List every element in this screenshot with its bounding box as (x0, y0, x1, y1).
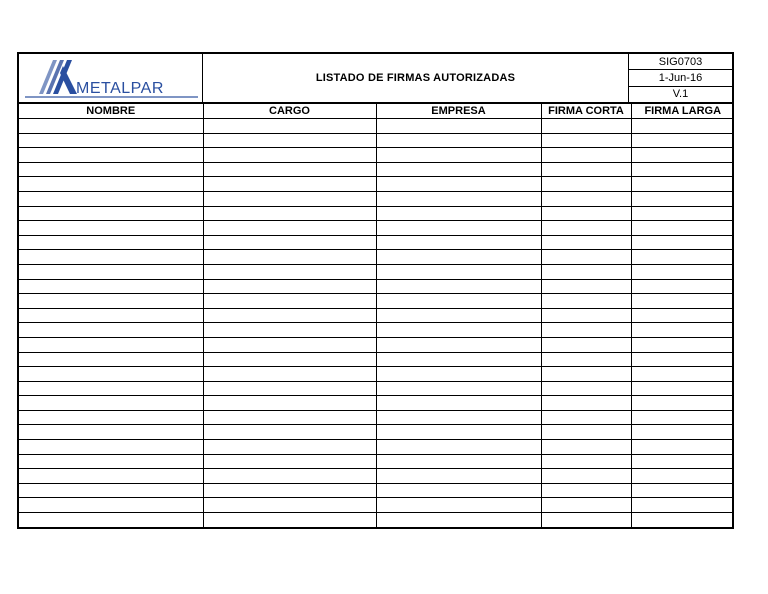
table-row (19, 148, 734, 163)
table-row (19, 235, 734, 250)
cell-firma-larga[interactable] (631, 250, 734, 265)
cell-nombre[interactable] (19, 221, 203, 236)
cell-firma-corta[interactable] (541, 483, 631, 498)
cell-cargo[interactable] (203, 498, 376, 513)
column-header-empresa: EMPRESA (376, 104, 541, 119)
cell-empresa[interactable] (376, 425, 541, 440)
cell-nombre[interactable] (19, 381, 203, 396)
cell-nombre[interactable] (19, 264, 203, 279)
cell-firma-larga[interactable] (631, 454, 734, 469)
cell-firma-corta[interactable] (541, 513, 631, 527)
cell-cargo[interactable] (203, 381, 376, 396)
cell-empresa[interactable] (376, 191, 541, 206)
cell-firma-corta[interactable] (541, 206, 631, 221)
cell-nombre[interactable] (19, 440, 203, 455)
cell-nombre[interactable] (19, 279, 203, 294)
cell-firma-corta[interactable] (541, 264, 631, 279)
cell-firma-corta[interactable] (541, 250, 631, 265)
cell-firma-larga[interactable] (631, 396, 734, 411)
cell-cargo[interactable] (203, 294, 376, 309)
cell-cargo[interactable] (203, 250, 376, 265)
cell-empresa[interactable] (376, 337, 541, 352)
cell-firma-corta[interactable] (541, 191, 631, 206)
cell-empresa[interactable] (376, 483, 541, 498)
cell-firma-corta[interactable] (541, 352, 631, 367)
cell-empresa[interactable] (376, 264, 541, 279)
cell-cargo[interactable] (203, 425, 376, 440)
cell-cargo[interactable] (203, 148, 376, 163)
cell-nombre[interactable] (19, 352, 203, 367)
cell-empresa[interactable] (376, 367, 541, 382)
cell-nombre[interactable] (19, 177, 203, 192)
cell-firma-larga[interactable] (631, 440, 734, 455)
cell-cargo[interactable] (203, 469, 376, 484)
cell-firma-larga[interactable] (631, 206, 734, 221)
column-header-nombre: NOMBRE (19, 104, 203, 119)
cell-empresa[interactable] (376, 250, 541, 265)
cell-cargo[interactable] (203, 483, 376, 498)
cell-nombre[interactable] (19, 425, 203, 440)
cell-nombre[interactable] (19, 206, 203, 221)
cell-nombre[interactable] (19, 483, 203, 498)
cell-empresa[interactable] (376, 235, 541, 250)
cell-empresa[interactable] (376, 162, 541, 177)
table-row (19, 469, 734, 484)
cell-cargo[interactable] (203, 513, 376, 527)
table-row (19, 264, 734, 279)
cell-nombre[interactable] (19, 323, 203, 338)
cell-nombre[interactable] (19, 498, 203, 513)
cell-firma-larga[interactable] (631, 264, 734, 279)
logo-cell (19, 54, 203, 102)
form-header (19, 54, 732, 104)
table-header-row (19, 104, 734, 119)
cell-nombre[interactable] (19, 191, 203, 206)
document-meta (629, 54, 732, 102)
table-body (19, 119, 734, 527)
table-row (19, 513, 734, 527)
cell-empresa[interactable] (376, 396, 541, 411)
cell-firma-corta[interactable] (541, 440, 631, 455)
table-row (19, 250, 734, 265)
cell-firma-corta[interactable] (541, 381, 631, 396)
cell-cargo[interactable] (203, 264, 376, 279)
cell-firma-larga[interactable] (631, 162, 734, 177)
cell-firma-corta[interactable] (541, 119, 631, 134)
cell-cargo[interactable] (203, 191, 376, 206)
authorized-signatures-form (17, 52, 734, 529)
document-code: SIG0703 (629, 54, 732, 70)
table-row (19, 119, 734, 134)
cell-firma-corta[interactable] (541, 148, 631, 163)
cell-empresa[interactable] (376, 221, 541, 236)
cell-nombre[interactable] (19, 367, 203, 382)
cell-firma-corta[interactable] (541, 498, 631, 513)
table-row (19, 367, 734, 382)
cell-firma-corta[interactable] (541, 337, 631, 352)
table-row (19, 191, 734, 206)
cell-cargo[interactable] (203, 235, 376, 250)
cell-empresa[interactable] (376, 410, 541, 425)
cell-firma-corta[interactable] (541, 308, 631, 323)
table-row (19, 396, 734, 411)
cell-firma-larga[interactable] (631, 148, 734, 163)
cell-nombre[interactable] (19, 119, 203, 134)
table-row (19, 177, 734, 192)
cell-nombre[interactable] (19, 396, 203, 411)
table-row (19, 410, 734, 425)
cell-nombre[interactable] (19, 513, 203, 527)
cell-firma-corta[interactable] (541, 177, 631, 192)
cell-nombre[interactable] (19, 410, 203, 425)
cell-cargo[interactable] (203, 206, 376, 221)
cell-firma-larga[interactable] (631, 177, 734, 192)
cell-cargo[interactable] (203, 119, 376, 134)
cell-cargo[interactable] (203, 396, 376, 411)
cell-cargo[interactable] (203, 177, 376, 192)
cell-cargo[interactable] (203, 410, 376, 425)
table-row (19, 279, 734, 294)
cell-empresa[interactable] (376, 119, 541, 134)
cell-empresa[interactable] (376, 294, 541, 309)
cell-nombre[interactable] (19, 148, 203, 163)
cell-firma-larga[interactable] (631, 323, 734, 338)
cell-firma-corta[interactable] (541, 279, 631, 294)
cell-cargo[interactable] (203, 352, 376, 367)
cell-nombre[interactable] (19, 308, 203, 323)
cell-empresa[interactable] (376, 206, 541, 221)
cell-firma-larga[interactable] (631, 513, 734, 527)
logo-wordmark: METALPAR (76, 80, 164, 97)
table-row (19, 133, 734, 148)
cell-firma-corta[interactable] (541, 469, 631, 484)
cell-cargo[interactable] (203, 162, 376, 177)
table-row (19, 381, 734, 396)
cell-firma-corta[interactable] (541, 162, 631, 177)
table-row (19, 221, 734, 236)
table-row (19, 162, 734, 177)
cell-firma-corta[interactable] (541, 235, 631, 250)
cell-firma-corta[interactable] (541, 323, 631, 338)
cell-firma-corta[interactable] (541, 367, 631, 382)
column-header-cargo: CARGO (203, 104, 376, 119)
cell-cargo[interactable] (203, 221, 376, 236)
cell-nombre[interactable] (19, 337, 203, 352)
cell-firma-larga[interactable] (631, 308, 734, 323)
cell-empresa[interactable] (376, 308, 541, 323)
cell-firma-corta[interactable] (541, 396, 631, 411)
table-row (19, 454, 734, 469)
cell-cargo[interactable] (203, 337, 376, 352)
column-header-firma-larga: FIRMA LARGA (631, 104, 734, 119)
cell-firma-larga[interactable] (631, 119, 734, 134)
cell-firma-larga[interactable] (631, 294, 734, 309)
cell-cargo[interactable] (203, 454, 376, 469)
cell-empresa[interactable] (376, 177, 541, 192)
cell-cargo[interactable] (203, 279, 376, 294)
document-date: 1-Jun-16 (629, 70, 732, 86)
cell-empresa[interactable] (376, 148, 541, 163)
signatures-table (19, 104, 734, 527)
cell-nombre[interactable] (19, 294, 203, 309)
cell-firma-corta[interactable] (541, 294, 631, 309)
cell-firma-corta[interactable] (541, 221, 631, 236)
cell-nombre[interactable] (19, 133, 203, 148)
table-row (19, 425, 734, 440)
cell-empresa[interactable] (376, 279, 541, 294)
table-row (19, 206, 734, 221)
cell-firma-larga[interactable] (631, 483, 734, 498)
cell-cargo[interactable] (203, 133, 376, 148)
cell-firma-larga[interactable] (631, 352, 734, 367)
cell-firma-larga[interactable] (631, 279, 734, 294)
cell-empresa[interactable] (376, 498, 541, 513)
cell-empresa[interactable] (376, 454, 541, 469)
document-version: V.1 (672, 88, 689, 101)
cell-firma-larga[interactable] (631, 410, 734, 425)
cell-nombre[interactable] (19, 469, 203, 484)
column-header-firma-corta: FIRMA CORTA (541, 104, 631, 119)
cell-cargo[interactable] (203, 367, 376, 382)
cell-firma-larga[interactable] (631, 498, 734, 513)
cell-nombre[interactable] (19, 250, 203, 265)
cell-cargo[interactable] (203, 440, 376, 455)
cell-nombre[interactable] (19, 235, 203, 250)
cell-firma-larga[interactable] (631, 235, 734, 250)
cell-firma-larga[interactable] (631, 221, 734, 236)
cell-firma-larga[interactable] (631, 381, 734, 396)
cell-empresa[interactable] (376, 513, 541, 527)
table-row (19, 483, 734, 498)
cell-firma-larga[interactable] (631, 133, 734, 148)
cell-firma-corta[interactable] (541, 425, 631, 440)
cell-empresa[interactable] (376, 381, 541, 396)
cell-firma-larga[interactable] (631, 367, 734, 382)
cell-firma-larga[interactable] (631, 425, 734, 440)
table-row (19, 352, 734, 367)
cell-firma-corta[interactable] (541, 133, 631, 148)
cell-empresa[interactable] (376, 469, 541, 484)
cell-firma-larga[interactable] (631, 469, 734, 484)
table-row (19, 440, 734, 455)
cell-firma-corta[interactable] (541, 454, 631, 469)
table-row (19, 308, 734, 323)
cell-firma-corta[interactable] (541, 410, 631, 425)
table-row (19, 323, 734, 338)
table-row (19, 337, 734, 352)
cell-empresa[interactable] (376, 352, 541, 367)
form-title: LISTADO DE FIRMAS AUTORIZADAS (203, 54, 629, 102)
table-row (19, 294, 734, 309)
table-row (19, 498, 734, 513)
cell-cargo[interactable] (203, 323, 376, 338)
cell-empresa[interactable] (376, 440, 541, 455)
cell-cargo[interactable] (203, 308, 376, 323)
cell-empresa[interactable] (376, 323, 541, 338)
cell-nombre[interactable] (19, 454, 203, 469)
logo-underline (25, 96, 198, 98)
cell-firma-larga[interactable] (631, 337, 734, 352)
cell-firma-larga[interactable] (631, 191, 734, 206)
cell-nombre[interactable] (19, 162, 203, 177)
cell-empresa[interactable] (376, 133, 541, 148)
